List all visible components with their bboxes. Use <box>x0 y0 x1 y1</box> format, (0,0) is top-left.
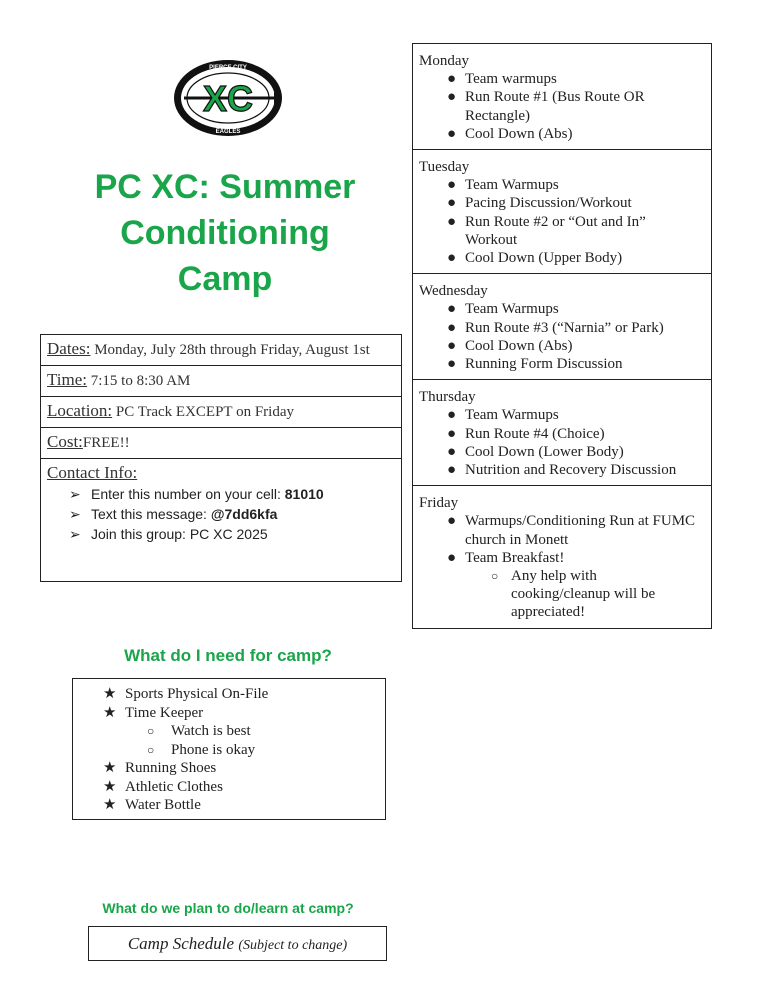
schedule-subitem-continued: cooking/cleanup will be <box>511 586 656 603</box>
schedule-item: ● Warmups/Conditioning Run at FUMC <box>447 513 696 530</box>
bullet-icon: ● <box>447 549 457 566</box>
schedule-item: ● Run Route #4 (Choice) <box>447 425 605 442</box>
schedule-item: ● Pacing Discussion/Workout <box>447 195 632 212</box>
arrow-icon: ➢ <box>69 506 81 522</box>
schedule-subitem-continued: appreciated! <box>511 604 586 621</box>
bullet-icon: ● <box>447 513 457 530</box>
time-label: Time: <box>47 370 88 389</box>
logo-bottom-text: EAGLES <box>215 129 241 135</box>
bullet-icon: ● <box>447 319 457 336</box>
schedule-item: ● Cool Down (Lower Body) <box>447 443 624 460</box>
schedule-item: ● Running Form Discussion <box>447 356 623 373</box>
arrow-icon: ➢ <box>69 486 81 502</box>
title-line: PC XC: Summer <box>94 168 356 206</box>
bullet-icon: ● <box>447 337 457 354</box>
friday-row <box>413 486 712 628</box>
circle-bullet-icon: ○ <box>491 569 499 584</box>
bullet-icon: ● <box>447 177 457 194</box>
monday-row <box>413 44 712 150</box>
location-label: Location: <box>47 401 113 420</box>
schedule-subitem: ○ Any help with <box>491 568 597 585</box>
cost-row <box>41 428 402 459</box>
star-icon: ★ <box>103 760 117 776</box>
schedule-item-continued: church in Monett <box>465 531 569 548</box>
schedule-item: ● Run Route #1 (Bus Route OR <box>447 89 645 106</box>
need-heading: What do I need for camp? <box>124 646 332 665</box>
plan-heading: What do we plan to do/learn at camp? <box>102 900 354 916</box>
camp-schedule-box <box>88 926 387 961</box>
need-item: ★ Time Keeper <box>103 704 204 721</box>
contact-item: ➢ Join this group: PC XC 2025 <box>69 526 268 542</box>
dates-label: Dates: <box>47 339 91 358</box>
cost-value: FREE!! <box>82 435 130 451</box>
circle-bullet-icon: ○ <box>147 724 155 738</box>
day-label: Thursday <box>419 389 476 406</box>
dates-value: Monday, July 28th through Friday, August 1st <box>94 342 370 358</box>
cost-label: Cost: <box>47 432 83 451</box>
schedule-item: ● Team Warmups <box>447 177 559 194</box>
time-row <box>41 366 402 397</box>
need-item: ★ Sports Physical On-File <box>103 686 269 702</box>
day-label: Wednesday <box>419 283 488 300</box>
pierce-city-xc-logo <box>172 58 284 138</box>
schedule-item: ● Team warmups <box>447 71 557 88</box>
circle-bullet-icon: ○ <box>147 742 155 757</box>
location-value: PC Track EXCEPT on Friday <box>115 404 294 420</box>
weekly-schedule-table <box>412 43 712 629</box>
schedule-item: ● Run Route #3 (“Narnia” or Park) <box>447 319 664 336</box>
schedule-item: ● Team Breakfast! <box>447 549 565 566</box>
bullet-icon: ● <box>447 195 457 212</box>
wednesday-row <box>413 274 712 380</box>
bullet-icon: ● <box>447 89 457 106</box>
schedule-item: ● Cool Down (Abs) <box>447 125 573 142</box>
need-item: ★ Water Bottle <box>103 797 201 813</box>
dates-row <box>41 335 402 366</box>
day-label: Monday <box>419 53 469 69</box>
bullet-icon: ● <box>447 443 457 460</box>
day-label: Tuesday <box>419 159 470 176</box>
bullet-icon: ● <box>447 356 457 373</box>
schedule-item-continued: Workout <box>465 231 518 248</box>
schedule-note: (Subject to change) <box>238 938 348 953</box>
bullet-icon: ● <box>447 213 457 230</box>
need-list-box <box>72 678 386 820</box>
bullet-icon: ● <box>447 462 457 479</box>
contact-label: Contact Info: <box>47 463 138 482</box>
star-icon: ★ <box>103 797 117 813</box>
bullet-icon: ● <box>447 125 457 142</box>
need-item: ★ Running Shoes <box>103 760 217 776</box>
schedule-item-continued: Rectangle) <box>465 107 530 124</box>
arrow-icon: ➢ <box>69 526 81 542</box>
thursday-row <box>413 380 712 486</box>
bullet-icon: ● <box>447 301 457 318</box>
logo-top-text: PIERCE CITY <box>209 65 247 71</box>
time-value: 7:15 to 8:30 AM <box>90 373 191 389</box>
schedule-item: ● Cool Down (Upper Body) <box>447 250 623 267</box>
bullet-icon: ● <box>447 407 457 424</box>
contact-list <box>47 486 395 543</box>
schedule-title: Camp Schedule <box>127 934 235 953</box>
location-row <box>41 397 402 428</box>
bullet-icon: ● <box>447 250 457 267</box>
day-label: Friday <box>419 495 459 512</box>
title-line: Camp <box>177 260 273 298</box>
contact-row <box>41 459 402 582</box>
logo-center-text: XC <box>202 78 254 119</box>
star-icon: ★ <box>103 704 117 721</box>
schedule-item: ● Cool Down (Abs) <box>447 337 573 354</box>
need-item: ★ Athletic Clothes <box>103 778 223 795</box>
contact-item: ➢ Text this message: @7dd6kfa <box>69 506 278 522</box>
contact-item: ➢ Enter this number on your cell: 81010 <box>69 486 324 502</box>
bullet-icon: ● <box>447 71 457 88</box>
schedule-item: ● Run Route #2 or “Out and In” <box>447 213 646 230</box>
camp-info-table <box>40 334 402 582</box>
tuesday-row <box>413 150 712 274</box>
schedule-item: ● Team Warmups <box>447 301 559 318</box>
title-line: Conditioning <box>120 214 330 252</box>
schedule-item: ● Team Warmups <box>447 407 559 424</box>
bullet-icon: ● <box>447 425 457 442</box>
star-icon: ★ <box>103 778 117 795</box>
star-icon: ★ <box>103 686 117 702</box>
need-subitem: ○ Watch is best <box>147 723 251 739</box>
page-title <box>40 164 410 302</box>
need-subitem: ○ Phone is okay <box>147 741 256 758</box>
schedule-item: ● Nutrition and Recovery Discussion <box>447 462 677 479</box>
